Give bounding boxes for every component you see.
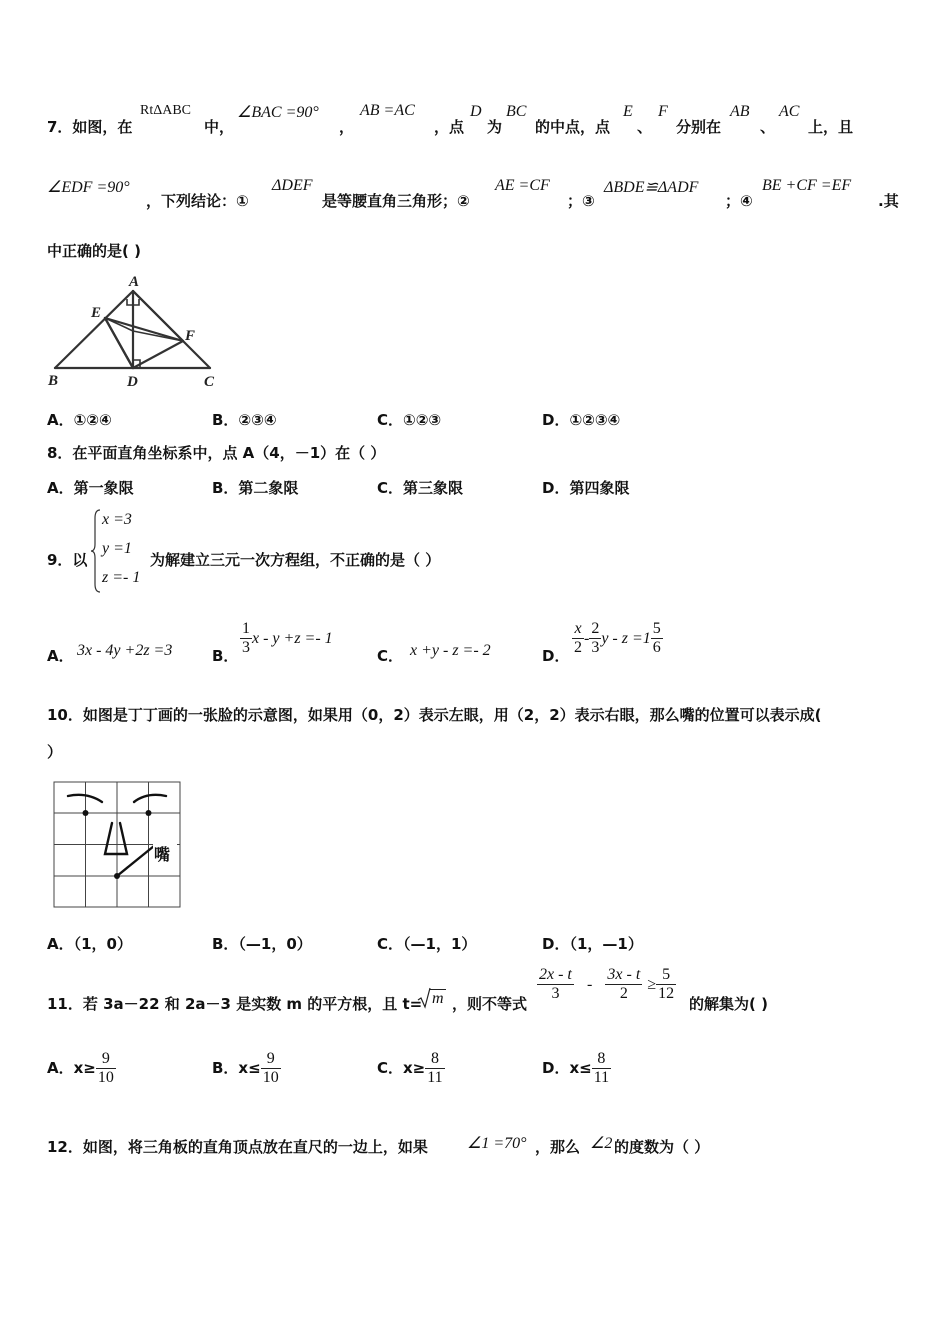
fig-label-c: C xyxy=(204,374,215,390)
q7-f: F xyxy=(658,103,668,120)
q11-d-den: 11 xyxy=(593,1069,610,1086)
q9-d-frac2 xyxy=(589,620,601,657)
q9-d-frac1-num: x xyxy=(572,620,584,639)
q7-ae-eq-cf: AE =CF xyxy=(495,177,550,194)
q7-qie: 上，且 xyxy=(808,118,854,136)
q9-d-frac3 xyxy=(651,620,663,657)
q9-option-c-label[interactable]: C． xyxy=(377,647,404,665)
q12-angle1: ∠1 =70° xyxy=(467,1135,527,1152)
q11-c-den: 11 xyxy=(427,1069,443,1086)
q7-option-a[interactable]: A．①②④ xyxy=(47,411,112,429)
q7-be-cf-ef: BE +CF =EF xyxy=(762,177,852,194)
q9-d-frac3-den: 6 xyxy=(652,639,661,656)
q11-c-frac xyxy=(425,1050,444,1087)
q11-sqrt-m: m xyxy=(432,990,444,1007)
q9-b-rest: x - y +z =- 1 xyxy=(252,630,333,647)
q12-pre: 12．如图，将三角板的直角顶点放在直尺的一边上，如果 xyxy=(47,1138,428,1156)
q7-angle-edf: ∠EDF =90° xyxy=(47,179,130,196)
q8-option-b[interactable]: B．第二象限 xyxy=(212,479,299,497)
q11-c-label: C．x≥ xyxy=(377,1059,426,1077)
q7-option-b[interactable]: B．②③④ xyxy=(212,411,277,429)
q7-isosceles: 是等腰直角三角形；② xyxy=(322,192,470,210)
q9-d-frac1 xyxy=(572,620,584,657)
q11-a-num: 9 xyxy=(96,1050,116,1069)
q7-d: D xyxy=(470,103,482,120)
q11-minus: - xyxy=(586,976,593,993)
q9-d-frac2-num: 2 xyxy=(591,620,600,637)
q9-b-num: 1 xyxy=(242,620,250,637)
q7-def: ΔDEF xyxy=(272,177,313,194)
q9-option-c[interactable]: x +y - z =- 2 xyxy=(410,642,491,659)
q9-b-den: 3 xyxy=(242,639,250,656)
q11-a-label: A．x≥ xyxy=(47,1059,96,1077)
q7-e: E xyxy=(623,103,633,120)
q7-comma: ， xyxy=(339,118,355,136)
q12-angle2: ∠2 xyxy=(590,1135,613,1152)
q8-text: 8．在平面直角坐标系中，点 A（4，－1）在（ ） xyxy=(47,444,386,462)
q11-b-den: 10 xyxy=(262,1069,279,1086)
q7-congruence: ΔBDE≌ΔADF xyxy=(604,179,699,196)
q11-frac3-num: 5 xyxy=(656,966,676,985)
q7-qi: .其 xyxy=(878,192,899,210)
q10-option-b[interactable]: B．（—1，0） xyxy=(212,935,312,953)
q11-sqrt-sign xyxy=(417,986,431,1010)
fig-label-d: D xyxy=(127,374,138,390)
q9-d-frac1-den: 2 xyxy=(574,639,582,656)
q10-option-d[interactable]: D．（1，—1） xyxy=(542,935,643,953)
q7-line3: 中正确的是( ) xyxy=(47,242,141,260)
q9-suffix: 为解建立三元一次方程组，不正确的是（ ） xyxy=(150,551,441,569)
q10-option-a[interactable]: A．（1，0） xyxy=(47,935,132,953)
q11-a-den: 10 xyxy=(97,1069,114,1086)
q7-dian: ，点 xyxy=(434,118,465,136)
q11-b-num: 9 xyxy=(261,1050,281,1069)
q9-option-a-label[interactable]: A． xyxy=(47,647,74,665)
q9-d-minus: - xyxy=(584,630,590,647)
q10-line2: ） xyxy=(47,743,63,761)
fig-label-a: A xyxy=(129,274,140,290)
q11-a-frac xyxy=(96,1050,116,1087)
q11-option-b[interactable] xyxy=(212,1050,281,1087)
q7-midpoint: 的中点，点 xyxy=(535,118,611,136)
q11-inequality xyxy=(537,966,676,1003)
q11-d-num: 8 xyxy=(592,1050,611,1069)
q9-d-mid: y - z =1 xyxy=(601,630,651,647)
q12-post: 的度数为（ ） xyxy=(614,1138,710,1156)
q11-option-a[interactable] xyxy=(47,1050,116,1087)
q11-frac2-num: 3x - t xyxy=(607,966,641,983)
q9-sys-x: x =3 xyxy=(102,511,132,528)
q8-option-c[interactable]: C．第三象限 xyxy=(377,479,464,497)
q7-sep3: ；③ xyxy=(567,192,595,210)
q11-option-d[interactable] xyxy=(542,1050,611,1087)
q11-frac1 xyxy=(537,966,574,1003)
q10-mouth-label: 嘴 xyxy=(154,845,171,864)
q10-option-c[interactable]: C．（—1，1） xyxy=(377,935,477,953)
q11-b-label: B．x≤ xyxy=(212,1059,261,1077)
q7-dun1: 、 xyxy=(637,118,653,136)
q9-sys-z: z =- 1 xyxy=(102,569,141,586)
q7-on: 分别在 xyxy=(676,118,722,136)
q7-dun2: 、 xyxy=(760,118,776,136)
q9-brace xyxy=(90,508,102,594)
q11-frac1-den: 3 xyxy=(551,985,560,1002)
q11-then: ，则不等式 xyxy=(452,995,528,1013)
q11-d-frac xyxy=(592,1050,611,1087)
q11-c-num: 8 xyxy=(425,1050,444,1069)
q7-ab: AB xyxy=(730,103,750,120)
q9-b-fraction xyxy=(240,620,252,657)
q11-prefix: 11．若 3a－22 和 2a－3 是实数 m 的平方根，且 t= xyxy=(47,995,423,1013)
fig-label-e: E xyxy=(91,305,102,321)
q7-wei: 为 xyxy=(487,118,503,136)
q11-frac1-num: 2x - t xyxy=(539,966,572,983)
q9-d-frac3-num: 5 xyxy=(652,620,661,637)
q7-option-c[interactable]: C．①②③ xyxy=(377,411,442,429)
q7-option-d[interactable]: D．①②③④ xyxy=(542,411,621,429)
q11-suffix: 的解集为( ) xyxy=(689,995,768,1013)
q11-b-frac xyxy=(261,1050,281,1087)
q8-option-a[interactable]: A．第一象限 xyxy=(47,479,134,497)
fig-label-b: B xyxy=(48,373,59,389)
q9-prefix: 9．以 xyxy=(47,551,88,569)
q9-option-a[interactable]: 3x - 4y +2z =3 xyxy=(77,642,173,659)
q7-angle-bac: ∠BAC =90° xyxy=(237,104,319,121)
q10-line1: 10．如图是丁丁画的一张脸的示意图，如果用（0，2）表示左眼，用（2，2）表示右眼，那么嘴的位置可以表示成( xyxy=(47,706,822,724)
q11-frac2-den: 2 xyxy=(619,985,628,1002)
q7-bc: BC xyxy=(506,103,527,120)
q11-frac3 xyxy=(656,966,676,1003)
q8-option-d[interactable]: D．第四象限 xyxy=(542,479,630,497)
q9-option-b-label[interactable]: B． xyxy=(212,647,239,665)
q7-number: 7．如图，在 xyxy=(47,118,133,136)
q7-triangle-figure xyxy=(45,273,225,393)
q9-sys-y: y =1 xyxy=(102,540,132,557)
q11-frac3-den: 12 xyxy=(658,985,675,1002)
q9-option-d[interactable] xyxy=(572,620,663,657)
q7-rt-abc: RtΔABC xyxy=(140,103,192,118)
q9-d-frac2-den: 3 xyxy=(591,639,600,656)
fig-label-f: F xyxy=(185,328,196,344)
q10-face-grid xyxy=(52,780,184,910)
q7-conclusions: ，下列结论：① xyxy=(146,192,249,210)
q11-ge: ≥ xyxy=(647,976,657,993)
q7-zhong: 中， xyxy=(204,118,235,136)
q7-sep4: ；④ xyxy=(725,192,753,210)
q7-ab-eq-ac: AB =AC xyxy=(360,102,415,119)
q11-option-c[interactable] xyxy=(377,1050,445,1087)
q11-d-label: D．x≤ xyxy=(542,1059,592,1077)
q9-option-d-label[interactable]: D． xyxy=(542,647,570,665)
q11-frac2 xyxy=(605,966,642,1003)
q9-option-b[interactable] xyxy=(240,620,333,657)
q12-mid: ，那么 xyxy=(535,1138,581,1156)
q7-ac: AC xyxy=(779,103,800,120)
